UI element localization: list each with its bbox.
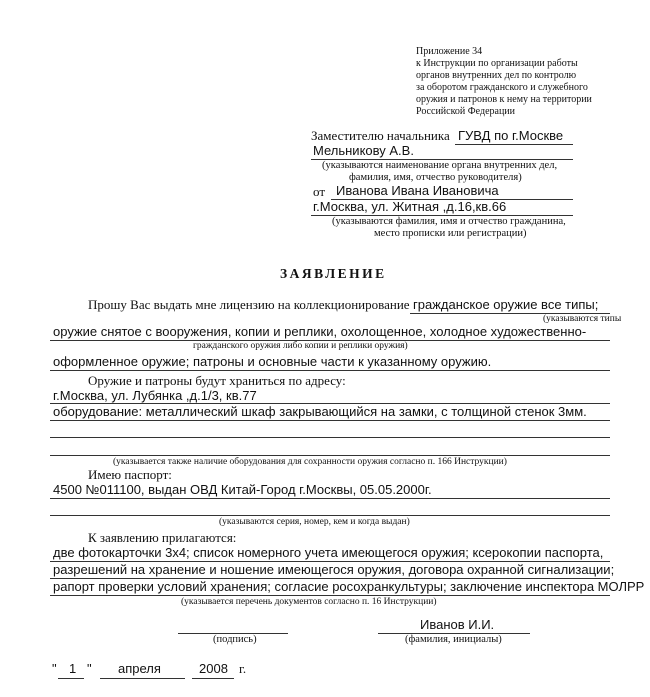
signature-hint: (подпись) (213, 634, 257, 645)
attachments-line-3: рапорт проверки условий хранения; согласие росохранкультуры; заключение инспектора МОЛРР (53, 579, 645, 594)
attachments-line-1: две фотокарточки 3х4; список номерного учета имеющегося оружия; ксерокопии паспорта, (53, 545, 604, 560)
signature-name-hint: (фамилия, инициалы) (405, 634, 502, 645)
attachments-rule-3 (50, 595, 610, 596)
storage-equipment: оборудование: металлический шкаф закрывающийся на замки, с толщиной стенок 3мм. (53, 404, 587, 419)
addressee-org: ГУВД по г.Москве (458, 128, 564, 143)
date-day-line (58, 678, 84, 679)
sender-name: Иванова Ивана Ивановича (336, 183, 499, 198)
date-day: 1 (69, 661, 77, 676)
addressee-hint-2: фамилия, имя, отчество руководителя) (349, 172, 522, 183)
passport-line-2 (50, 515, 610, 516)
date-quote-close: " (87, 661, 92, 676)
appendix-line: Приложение 34 (416, 46, 483, 57)
sender-address: г.Москва, ул. Житная ,д.16,кв.66 (313, 199, 507, 214)
storage-hint: (указывается также наличие оборудования для сохранности оружия согласно п. 166 Инструкции) (113, 457, 507, 467)
sender-prefix: от (313, 184, 326, 199)
request-types-line-3: оформленное оружие; патроны и основные части к указанному оружию. (53, 354, 492, 369)
addressee-prefix: Заместителю начальника (311, 128, 450, 143)
passport-value: 4500 №011100, выдан ОВД Китай-Город г.Москвы, 05.05.2000г. (53, 482, 432, 497)
attachments-line-2: разрешений на хранение и ношение имеющегося оружия, договора охранной сигнализации; (53, 562, 615, 577)
passport-line-1 (50, 498, 610, 499)
storage-address: г.Москва, ул. Лубянка ,д.1/3, кв.77 (53, 388, 257, 403)
date-month: апреля (118, 661, 161, 676)
appendix-note (416, 46, 592, 118)
date-month-line (100, 678, 185, 679)
appendix-line: органов внутренних дел по контролю (416, 70, 577, 81)
storage-blank-line-2 (50, 455, 610, 456)
appendix-line: за оборотом гражданского и служебного (416, 82, 588, 93)
date-suffix: г. (239, 661, 247, 676)
request-hint-types-2: гражданского оружия либо копии и реплики оружия) (193, 341, 408, 351)
passport-label: Имею паспорт: (88, 467, 172, 482)
appendix-line: Российской Федерации (416, 106, 516, 117)
date-year: 2008 (199, 661, 228, 676)
attachments-hint: (указывается перечень документов согласно п. 16 Инструкции) (181, 597, 437, 607)
storage-text: Оружие и патроны будут храниться по адресу: (88, 373, 346, 388)
signature-name: Иванов И.И. (420, 617, 495, 632)
storage-blank-line-1 (50, 437, 610, 438)
appendix-line: к Инструкции по организации работы (416, 58, 578, 69)
sender-hint-1: (указываются фамилия, имя и отчество гражданина, (332, 216, 566, 227)
sender-hint-2: место прописки или регистрации) (374, 228, 527, 239)
addressee-org-line (455, 144, 573, 145)
document-title: ЗАЯВЛЕНИЕ (280, 266, 387, 281)
request-text: Прошу Вас выдать мне лицензию на коллекционирование (88, 297, 410, 312)
date-quote-open: " (52, 661, 57, 676)
attachments-label: К заявлению прилагаются: (88, 530, 237, 545)
addressee-hint-1: (указываются наименование органа внутренних дел, (322, 160, 558, 171)
storage-equipment-line (50, 420, 610, 421)
appendix-line: оружия и патронов к нему на территории (416, 94, 592, 105)
addressee-name: Мельникову А.В. (313, 143, 414, 158)
passport-hint: (указываются серия, номер, кем и когда выдан) (219, 517, 410, 527)
request-line-3 (50, 370, 610, 371)
request-types-line-2: оружие снятое с вооружения, копии и реплики, охолощенное, холодное художественно- (53, 324, 587, 339)
date-year-line (192, 678, 234, 679)
request-hint-types: (указываются типы (543, 314, 622, 324)
request-types-line-1: гражданское оружие все типы; (413, 297, 599, 312)
